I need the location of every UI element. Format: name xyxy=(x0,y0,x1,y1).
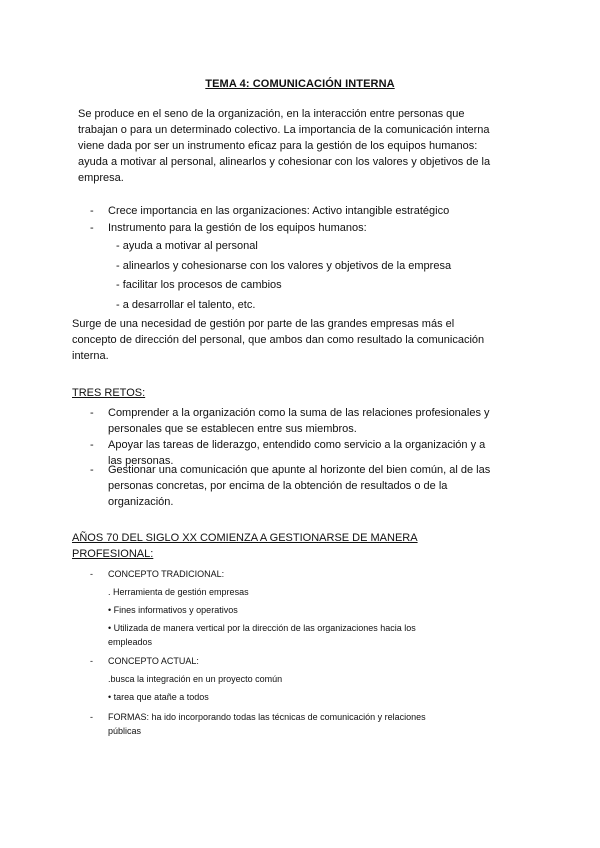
intro-line: ayuda a motivar al personal, alinearlos y cohesionar con los valores y objetivos de la xyxy=(78,156,491,168)
sub-list-item: - ayuda a motivar al personal xyxy=(116,240,258,252)
reto-line: personales que se establecen entre sus miembros. xyxy=(108,423,357,435)
page-title: TEMA 4: COMUNICACIÓN INTERNA xyxy=(205,78,395,90)
concepto-item: • Utilizada de manera vertical por la dirección de las organizaciones hacia los xyxy=(108,623,416,633)
concepto-tradicional-label: CONCEPTO TRADICIONAL: xyxy=(108,569,225,579)
sub-list-item: - alinearlos y cohesionarse con los valores y objetivos de la empresa xyxy=(116,260,452,272)
list-dash: - xyxy=(90,205,94,217)
reto-line: Gestionar una comunicación que apunte al horizonte del bien común, al de las xyxy=(108,464,491,476)
sub-list-item: - facilitar los procesos de cambios xyxy=(116,279,282,291)
list-dash: - xyxy=(90,407,94,419)
concepto-item: • tarea que atañe a todos xyxy=(108,692,209,702)
reto-line: personas concretas, por encima de la obtención de resultados o de la xyxy=(108,480,448,492)
section-heading-anos-70: AÑOS 70 DEL SIGLO XX COMIENZA A GESTIONARSE DE MANERA xyxy=(72,532,418,544)
formas-line: FORMAS: ha ido incorporando todas las técnicas de comunicación y relaciones xyxy=(108,712,426,722)
section-heading-tres-retos: TRES RETOS: xyxy=(72,387,146,399)
formas-line: públicas xyxy=(108,726,142,736)
list-dash: - xyxy=(90,439,94,451)
list-dash: - xyxy=(90,656,93,666)
intro-line: empresa. xyxy=(78,172,124,184)
concepto-item: . Herramienta de gestión empresas xyxy=(108,587,249,597)
list-dash: - xyxy=(90,712,93,722)
sub-list-item: - a desarrollar el talento, etc. xyxy=(116,299,256,311)
concepto-actual-label: CONCEPTO ACTUAL: xyxy=(108,656,199,666)
list-dash: - xyxy=(90,222,94,234)
intro-line: trabajan o para un determinado colectivo. La importancia de la comunicación interna xyxy=(78,124,490,136)
paragraph-line: interna. xyxy=(72,350,109,362)
paragraph-line: Surge de una necesidad de gestión por parte de las grandes empresas más el xyxy=(72,318,455,330)
section-heading-anos-70: PROFESIONAL: xyxy=(72,548,154,560)
reto-line: organización. xyxy=(108,496,174,508)
list-dash: - xyxy=(90,569,93,579)
list-item: Crece importancia en las organizaciones: Activo intangible estratégico xyxy=(108,205,450,217)
reto-line: Comprender a la organización como la suma de las relaciones profesionales y xyxy=(108,407,490,419)
concepto-item: empleados xyxy=(108,637,153,647)
intro-line: viene dada por ser un instrumento eficaz para la gestión de los equipos humanos: xyxy=(78,140,478,152)
intro-line: Se produce en el seno de la organización, en la interacción entre personas que xyxy=(78,108,465,120)
paragraph-line: concepto de dirección del personal, que ambos dan como resultado la comunicación xyxy=(72,334,485,346)
concepto-item: .busca la integración en un proyecto común xyxy=(108,674,283,684)
list-item: Instrumento para la gestión de los equipos humanos: xyxy=(108,222,367,234)
list-dash: - xyxy=(90,464,94,476)
concepto-item: • Fines informativos y operativos xyxy=(108,605,238,615)
reto-line: las personas. xyxy=(108,455,174,467)
reto-line: Apoyar las tareas de liderazgo, entendido como servicio a la organización y a xyxy=(108,439,486,451)
